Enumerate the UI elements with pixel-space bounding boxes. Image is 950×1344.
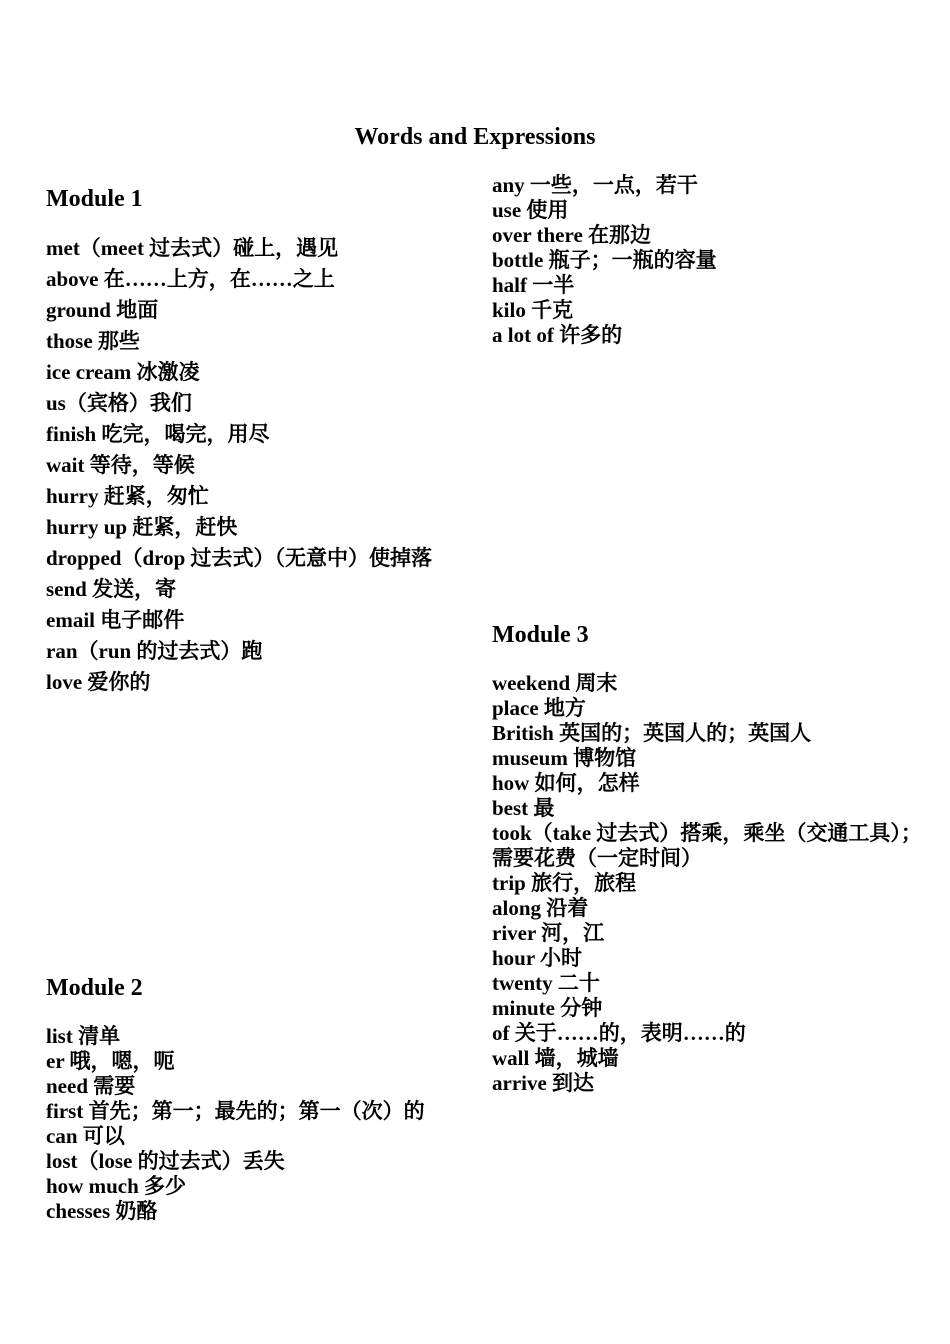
list-item: email 电子邮件: [46, 608, 185, 632]
list-item: dropped（drop 过去式）（无意中）使掉落: [46, 546, 433, 570]
module-2-word-list: [46, 1024, 425, 1224]
list-item: use 使用: [492, 198, 569, 222]
list-item: hour 小时: [492, 946, 583, 970]
list-item: museum 博物馆: [492, 746, 637, 770]
list-item: lost（lose 的过去式）丢失: [46, 1149, 285, 1173]
list-item: hurry 赶紧，匆忙: [46, 484, 209, 508]
list-item: bottle 瓶子；一瓶的容量: [492, 248, 717, 272]
module-2-continued-word-list: [492, 173, 717, 348]
list-item: can 可以: [46, 1124, 125, 1148]
list-item: 需要花费（一定时间）: [492, 846, 702, 870]
list-item: half 一半: [492, 273, 575, 297]
list-item: river 河，江: [492, 921, 605, 945]
list-item: of 关于……的，表明……的: [492, 1021, 746, 1045]
list-item: a lot of 许多的: [492, 323, 623, 347]
list-item: any 一些，一点，若干: [492, 173, 698, 197]
list-item: kilo 千克: [492, 298, 574, 322]
list-item: need 需要: [46, 1074, 136, 1098]
list-item: those 那些: [46, 329, 140, 353]
module-2-heading: Module 2: [46, 975, 143, 1001]
module-1-heading: Module 1: [46, 186, 143, 212]
list-item: ran（run 的过去式）跑: [46, 639, 263, 663]
list-item: send 发送，寄: [46, 577, 177, 601]
list-item: twenty 二十: [492, 971, 600, 995]
list-item: took（take 过去式）搭乘，乘坐（交通工具）；: [492, 821, 922, 845]
list-item: us（宾格）我们: [46, 391, 192, 415]
list-item: met（meet 过去式）碰上，遇见: [46, 236, 339, 260]
list-item: above 在……上方，在……之上: [46, 267, 335, 291]
list-item: list 清单: [46, 1024, 121, 1048]
list-item: weekend 周末: [492, 671, 618, 695]
list-item: chesses 奶酪: [46, 1199, 158, 1223]
module-3-heading: Module 3: [492, 622, 589, 648]
list-item: first 首先；第一；最先的；第一（次）的: [46, 1099, 425, 1123]
list-item: trip 旅行，旅程: [492, 871, 637, 895]
list-item: along 沿着: [492, 896, 589, 920]
list-item: place 地方: [492, 696, 586, 720]
list-item: love 爱你的: [46, 670, 151, 694]
list-item: ice cream 冰激凌: [46, 360, 200, 384]
module-1-word-list: [46, 233, 432, 698]
list-item: arrive 到达: [492, 1071, 595, 1095]
module-3-word-list: [492, 671, 922, 1096]
list-item: over there 在那边: [492, 223, 652, 247]
list-item: finish 吃完，喝完，用尽: [46, 422, 270, 446]
list-item: British 英国的；英国人的；英国人: [492, 721, 812, 745]
list-item: minute 分钟: [492, 996, 603, 1020]
list-item: wait 等待，等候: [46, 453, 195, 477]
list-item: hurry up 赶紧，赶快: [46, 515, 238, 539]
list-item: wall 墙，城墙: [492, 1046, 619, 1070]
list-item: how much 多少: [46, 1174, 187, 1198]
page-title: Words and Expressions: [354, 124, 596, 150]
list-item: ground 地面: [46, 298, 159, 322]
list-item: er 哦，嗯，呃: [46, 1049, 175, 1073]
list-item: best 最: [492, 796, 555, 820]
list-item: how 如何，怎样: [492, 771, 640, 795]
